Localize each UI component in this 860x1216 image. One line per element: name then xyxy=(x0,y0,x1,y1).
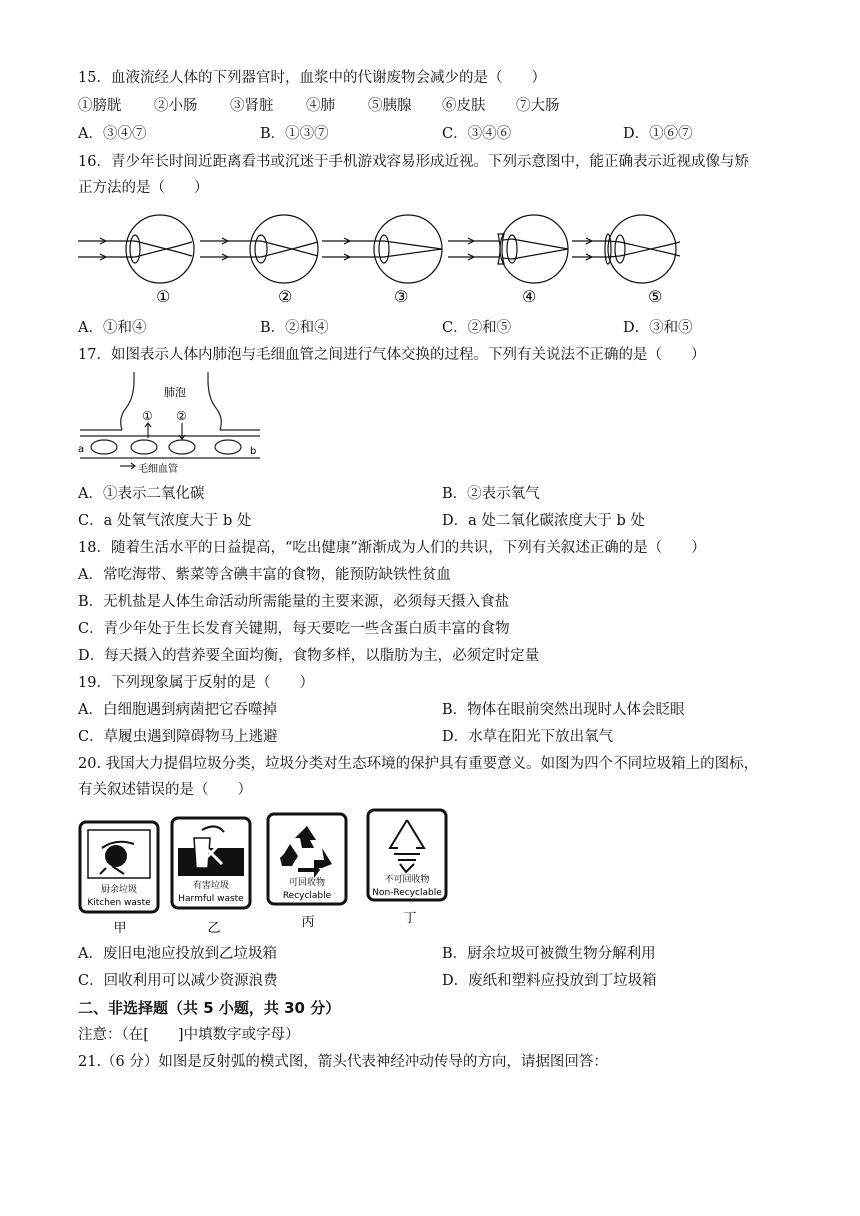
q15-stem: 15．血液流经人体的下列器官时，血浆中的代谢废物会减少的是（ ） xyxy=(78,70,546,86)
bin-3-tag: 丙 xyxy=(301,915,315,930)
point-b-label: b xyxy=(250,446,257,457)
eye-diagram-1 xyxy=(78,215,194,283)
q18-option-b[interactable]: B．无机盐是人体生命活动所需能量的主要来源，必须每天摄入食盐 xyxy=(78,594,510,610)
q19-option-a[interactable]: A．白细胞遇到病菌把它吞噬掉 xyxy=(78,702,277,718)
q19-option-b[interactable]: B．物体在眼前突然出现时人体会眨眼 xyxy=(442,702,685,718)
q15-option-c[interactable]: C．③④⑥ xyxy=(442,126,512,142)
bin-3-en: Recyclable xyxy=(282,891,332,901)
alveolus-label: 肺泡 xyxy=(164,386,186,399)
q20-option-a[interactable]: A．废旧电池应投放到乙垃圾箱 xyxy=(78,946,277,962)
q15-item: ①膀胱 xyxy=(78,98,122,114)
non-recyclable-bin-icon xyxy=(368,810,446,900)
q16-option-b[interactable]: B．②和④ xyxy=(260,320,329,336)
bin-2-tag: 乙 xyxy=(207,921,221,936)
q16-stem-line2: 正方法的是（ ） xyxy=(78,180,209,196)
q19-stem: 19．下列现象属于反射的是（ ） xyxy=(78,675,314,691)
q19-option-d[interactable]: D．水草在阳光下放出氧气 xyxy=(442,729,614,745)
bin-4-en: Non-Recyclable xyxy=(372,888,442,898)
q16-stem-line1: 16．青少年长时间近距离看书或沉迷于手机游戏容易形成近视。下列示意图中，能正确表示近视成像与矫 xyxy=(78,154,749,170)
bin-2-cn: 有害垃圾 xyxy=(192,881,230,891)
fig-label-5: ⑤ xyxy=(648,287,663,306)
eye-diagram-3 xyxy=(322,215,442,283)
q18-option-d[interactable]: D．每天摄入的营养要全面均衡，食物多样，以脂肪为主，必须定时定量 xyxy=(78,648,540,664)
q17-option-d[interactable]: D．a 处二氧化碳浓度大于 b 处 xyxy=(442,513,645,529)
section-title: 二、非选择题（共 5 小题，共 30 分） xyxy=(78,999,341,1017)
q20-stem-line1: 20. 我国大力提倡垃圾分类，垃圾分类对生态环境的保护具有重要意义。如图为四个不同垃圾箱上的图标， xyxy=(78,756,759,772)
fig-label-4: ④ xyxy=(522,287,537,306)
fig-label-3: ③ xyxy=(394,287,409,306)
q15-item: ③肾脏 xyxy=(230,98,274,114)
bin-4-tag: 丁 xyxy=(403,911,417,926)
q17-stem: 17．如图表示人体内肺泡与毛细血管之间进行气体交换的过程。下列有关说法不正确的是（ ） xyxy=(78,347,706,363)
q15-item: ②小肠 xyxy=(154,98,198,114)
q19-option-c[interactable]: C．草履虫遇到障碍物马上逃避 xyxy=(78,729,278,745)
eye-diagram-2 xyxy=(200,215,318,283)
section-note: 注意：（在[ ]中填数字或字母） xyxy=(78,1027,300,1043)
eye-diagram-4 xyxy=(448,215,568,283)
q15-option-d[interactable]: D．①⑥⑦ xyxy=(623,126,693,142)
q16-eye-diagrams xyxy=(78,204,688,308)
q20-option-b[interactable]: B．厨余垃圾可被微生物分解利用 xyxy=(442,946,656,962)
q15-item: ⑥皮肤 xyxy=(442,98,486,114)
q20-option-c[interactable]: C．回收利用可以减少资源浪费 xyxy=(78,973,278,989)
q17-option-c[interactable]: C．a 处氧气浓度大于 b 处 xyxy=(78,513,252,529)
bin-1-tag: 甲 xyxy=(113,921,127,936)
q15-option-a[interactable]: A．③④⑦ xyxy=(78,126,147,142)
bin-3-cn: 可回收物 xyxy=(288,878,326,888)
bin-4-cn: 不可回收物 xyxy=(384,875,430,885)
q16-option-c[interactable]: C．②和⑤ xyxy=(442,320,512,336)
q20-bin-icons xyxy=(76,808,456,938)
q15-item: ⑤胰腺 xyxy=(368,98,412,114)
q20-option-d[interactable]: D．废纸和塑料应投放到丁垃圾箱 xyxy=(442,973,657,989)
fig-label-2: ② xyxy=(278,287,293,306)
bin-1-en: Kitchen waste xyxy=(87,898,151,908)
q18-option-c[interactable]: C．青少年处于生长发育关键期，每天要吃一些含蛋白质丰富的食物 xyxy=(78,621,510,637)
harmful-waste-bin-icon xyxy=(172,818,250,908)
q15-item: ⑦大肠 xyxy=(516,98,560,114)
q15-item: ④肺 xyxy=(306,98,335,114)
q15-option-b[interactable]: B．①③⑦ xyxy=(260,126,329,142)
q16-option-d[interactable]: D．③和⑤ xyxy=(623,320,693,336)
eye-diagram-5 xyxy=(572,215,680,283)
q21-stem: 21.（6 分）如图是反射弧的模式图，箭头代表神经冲动传导的方向，请据图回答： xyxy=(78,1054,608,1070)
q20-stem-line2: 有关叙述错误的是（ ） xyxy=(78,782,252,798)
arrow2-label: ② xyxy=(176,409,187,423)
kitchen-waste-bin-icon xyxy=(80,822,158,912)
q18-option-a[interactable]: A．常吃海带、紫菜等含碘丰富的食物，能预防缺铁性贫血 xyxy=(78,567,451,583)
recyclable-bin-icon xyxy=(268,814,346,904)
capillary-label: 毛细血管 xyxy=(138,464,178,475)
q17-option-a[interactable]: A．①表示二氧化碳 xyxy=(78,486,205,502)
bin-2-en: Harmful waste xyxy=(178,894,244,904)
fig-label-1: ① xyxy=(156,287,171,306)
q16-option-a[interactable]: A．①和④ xyxy=(78,320,147,336)
q17-alveolus-diagram xyxy=(78,368,262,480)
bin-1-cn: 厨余垃圾 xyxy=(100,885,138,895)
arrow1-label: ① xyxy=(142,409,153,423)
point-a-label: a xyxy=(78,444,85,455)
q17-option-b[interactable]: B．②表示氧气 xyxy=(442,486,540,502)
q18-stem: 18．随着生活水平的日益提高，“吃出健康”渐渐成为人们的共识，下列有关叙述正确的是（ ） xyxy=(78,540,706,556)
